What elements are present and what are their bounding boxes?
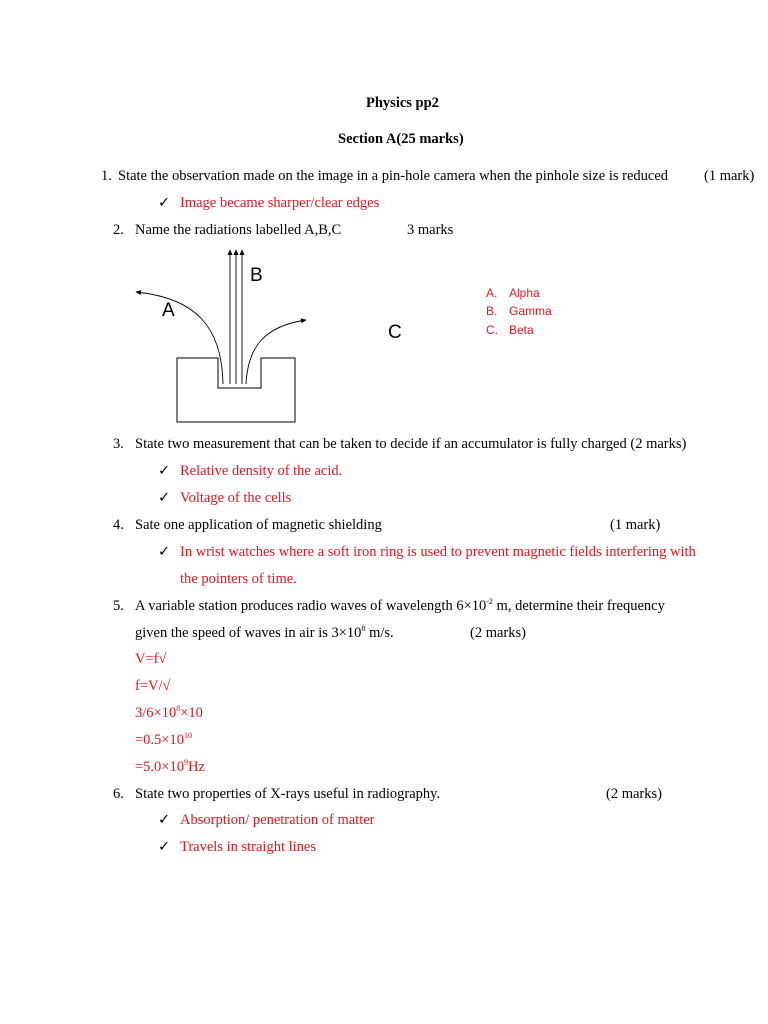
page-title: Physics pp2	[366, 95, 439, 111]
q2-answer-name: Alpha	[509, 286, 540, 300]
q6-answer-2	[158, 838, 316, 856]
q5-work-3	[135, 704, 203, 722]
q2-answer-a	[486, 284, 540, 302]
section-heading: Section A(25 marks)	[338, 131, 464, 147]
q1-marks: (1 mark)	[704, 168, 755, 184]
q6-answer-text: Travels in straight lines	[180, 839, 317, 855]
q4-answer-line1	[158, 543, 696, 561]
q6-answer-1	[158, 811, 375, 829]
q5-exponent: -2	[486, 597, 493, 607]
q2-answer-c	[486, 321, 534, 339]
q2-answer-letter: B.	[486, 304, 498, 318]
q5-work-part: 3/6×10	[135, 705, 177, 721]
q2-answer-letter: A.	[486, 286, 498, 300]
q3-answer-text: Relative density of the acid.	[180, 463, 343, 479]
q1-text: State the observation made on the image in a pin-hole camera when the pinhole size is reduced	[118, 168, 669, 184]
label-c: C	[388, 322, 402, 343]
q2-text: Name the radiations labelled A,B,C	[135, 222, 342, 238]
q5-work-part: ×10	[180, 705, 203, 721]
q1-number: 1.	[101, 168, 112, 184]
q6-text: State two properties of X-rays useful in radiography.	[135, 786, 441, 802]
q5-work-exponent: 10	[183, 731, 192, 741]
check-icon: ✓	[158, 463, 171, 479]
q4-answer-line2: the pointers of time.	[180, 571, 297, 587]
q2-answer-b	[486, 302, 552, 320]
label-b: B	[250, 265, 263, 286]
q5-work-part: =5.0×10	[135, 759, 184, 775]
q4-text: Sate one application of magnetic shielding	[135, 517, 382, 533]
q5-text-part: given the speed of waves in air is 3×10	[135, 625, 362, 641]
q3-answer-1	[158, 462, 342, 480]
q2-answer-letter: C.	[486, 323, 498, 337]
q3-number: 3.	[113, 436, 124, 452]
q5-text-part: m, determine their frequency	[492, 598, 665, 614]
q5-work-part: Hz	[187, 759, 205, 775]
q4-number: 4.	[113, 517, 124, 533]
q5-work-2: f=V/√	[135, 678, 171, 694]
q4-answer-text: In wrist watches where a soft iron ring is used to prevent magnetic fields interfering with	[180, 544, 696, 560]
q5-text-line1	[135, 597, 665, 615]
q2-number: 2.	[113, 222, 124, 238]
q2-answer-name: Beta	[509, 323, 534, 337]
q5-work-5	[135, 758, 205, 776]
q2-answer-name: Gamma	[509, 304, 552, 318]
q5-work-1: V=f√	[135, 651, 167, 667]
check-icon: ✓	[158, 544, 171, 560]
q5-text-line2	[135, 624, 394, 642]
q6-number: 6.	[113, 786, 124, 802]
radiation-diagram	[130, 246, 330, 426]
q5-text-part: m/s.	[365, 625, 394, 641]
q3-text: State two measurement that can be taken to decide if an accumulator is fully charged (2 marks)	[135, 436, 687, 452]
check-icon: ✓	[158, 839, 171, 855]
q1-answer-text: Image became sharper/clear edges	[180, 195, 380, 211]
q1-answer	[158, 194, 379, 212]
q5-work-4	[135, 731, 192, 749]
check-icon: ✓	[158, 195, 171, 211]
q6-answer-text: Absorption/ penetration of matter	[180, 812, 375, 828]
q6-marks: (2 marks)	[606, 786, 662, 802]
label-a: A	[162, 300, 175, 321]
q3-answer-2	[158, 489, 291, 507]
check-icon: ✓	[158, 490, 171, 506]
q5-text-part: A variable station produces radio waves of wavelength 6×10	[135, 598, 487, 614]
q5-work-exponent: 9	[183, 758, 188, 768]
check-icon: ✓	[158, 812, 171, 828]
q5-work-part: =0.5×10	[135, 732, 184, 748]
q5-work-exponent: 8	[176, 704, 181, 714]
q5-marks: (2 marks)	[470, 625, 526, 641]
q4-marks: (1 mark)	[610, 517, 661, 533]
q3-answer-text: Voltage of the cells	[180, 490, 292, 506]
q2-marks: 3 marks	[407, 222, 454, 238]
q5-number: 5.	[113, 598, 124, 614]
q5-exponent: 8	[361, 624, 366, 634]
